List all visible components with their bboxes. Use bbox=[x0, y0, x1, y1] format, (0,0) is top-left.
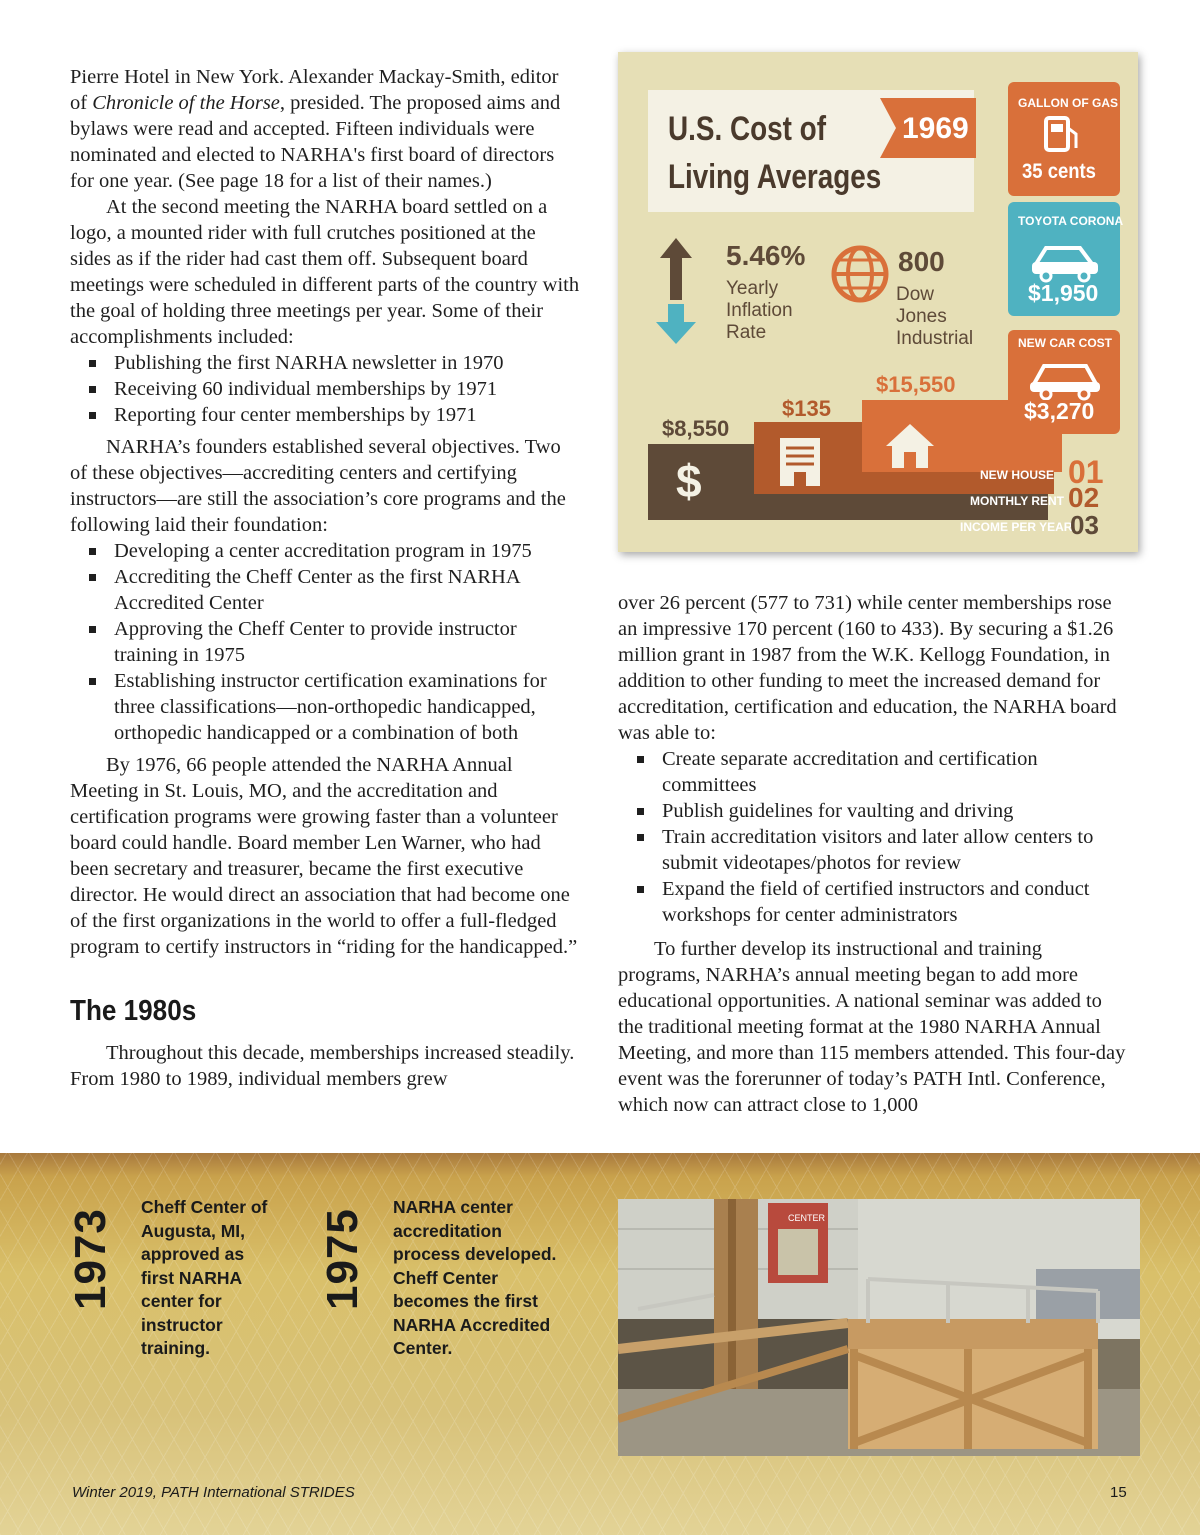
toyota-label: TOYOTA CORONA bbox=[1018, 214, 1124, 228]
center-ramp-photo bbox=[618, 1199, 1140, 1456]
right-column bbox=[618, 590, 1128, 1118]
list-item: Train accreditation visitors and later allow centers to submit videotapes/photos for review bbox=[618, 824, 1128, 876]
gas-label: GALLON OF GAS bbox=[1018, 96, 1118, 110]
dow-label-1: Dow bbox=[896, 284, 935, 305]
legend-monthly-rent: MONTHLY RENT bbox=[970, 494, 1065, 508]
cost-of-living-infographic bbox=[618, 52, 1138, 552]
house-value: $15,550 bbox=[876, 372, 956, 397]
list-item: Publishing the first NARHA newsletter in 1970 bbox=[70, 350, 580, 376]
svg-text:CENTER: CENTER bbox=[788, 1213, 826, 1223]
list-item: Receiving 60 individual memberships by 1971 bbox=[70, 376, 580, 402]
timeline-text: NARHA center accreditation process developed. Cheff Center becomes the first NARHA Accredited Center. bbox=[393, 1197, 557, 1358]
inflation-label-1: Yearly bbox=[726, 278, 779, 299]
legend-income-num: 03 bbox=[1070, 510, 1099, 540]
section-heading: The 1980s bbox=[70, 995, 197, 1027]
list-item: Developing a center accreditation program in 1975 bbox=[70, 538, 580, 564]
paragraph-5: Throughout this decade, memberships increased steadily. From 1980 to 1989, individual members grew bbox=[70, 1042, 575, 1090]
timeline-year: 1973 bbox=[66, 1208, 115, 1310]
list-item: Approving the Cheff Center to provide instructor training in 1975 bbox=[70, 616, 580, 668]
income-value: $8,550 bbox=[662, 416, 730, 441]
timeline-text: Cheff Center of Augusta, MI, approved as first NARHA center for instructor training. bbox=[141, 1197, 268, 1358]
infographic-title-line1: U.S. Cost of bbox=[668, 110, 826, 148]
paragraph-6: over 26 percent (577 to 731) while center memberships rose an impressive 170 percent (160 to 433). By securing a $1.26 million grant in 1987 from the W.K. Kellogg Foundation, in addition to other funding to meet the increased demand for accreditation, certification and education, the NARHA board was able to: bbox=[618, 592, 1117, 744]
inflation-label-3: Rate bbox=[726, 322, 767, 343]
paragraph-2: At the second meeting the NARHA board settled on a logo, a mounted rider with full crutches positioned at the sides as if the rider had cast them off. Subsequent board meetings were scheduled in different parts of the country with the goal of holding three meetings per year. Some of their accomplishments included: bbox=[70, 196, 580, 348]
dow-label-2: Jones bbox=[896, 306, 947, 327]
newcar-value: $3,270 bbox=[1024, 398, 1095, 424]
paragraph-3: NARHA’s founders established several objectives. Two of these objectives—accrediting centers and certifying instructors—are still the association’s core programs and the following laid their foundation: bbox=[70, 436, 566, 536]
legend-new-house: NEW HOUSE bbox=[980, 468, 1055, 482]
legend-new-house-num: 01 bbox=[1068, 454, 1104, 490]
inflation-arrows-icon bbox=[656, 238, 696, 344]
publication-title: Chronicle of the Horse bbox=[92, 92, 280, 114]
list-item: Expand the field of certified instructors and conduct workshops for center administrators bbox=[618, 876, 1128, 928]
list-item: Accrediting the Cheff Center as the first NARHA Accredited Center bbox=[70, 564, 580, 616]
building-icon bbox=[780, 438, 820, 486]
gas-value: 35 cents bbox=[1022, 160, 1096, 183]
list-item: Publish guidelines for vaulting and driving bbox=[618, 798, 1128, 824]
inflation-label-2: Inflation bbox=[726, 300, 793, 321]
foundation-list bbox=[70, 538, 580, 746]
publication-footer: Winter 2019, PATH International STRIDES bbox=[72, 1484, 355, 1501]
left-column bbox=[70, 64, 580, 1092]
paragraph-7: To further develop its instructional and training programs, NARHA’s annual meeting began to add more educational opportunities. A national seminar was added to the traditional meeting format at the 1980 NARHA Annual Meeting, and more than 115 members attended. This four-day event was the forerunner of today’s PATH Intl. Conference, which now can attract close to 1,000 bbox=[618, 938, 1126, 1116]
paragraph-1: Pierre Hotel in New York. Alexander Mackay-Smith, editor of Chronicle of the Horse, presided. The proposed aims and bylaws were read and accepted. Fifteen individuals were nominated and elected to NARHA's first board of directors for one year. (See page 18 for a list of their names.) bbox=[70, 66, 561, 192]
paragraph-4: By 1976, 66 people attended the NARHA Annual Meeting in St. Louis, MO, and the accreditation and certification programs were growing faster than a volunteer board could handle. Board member Len Warner, who had been secretary and treasurer, became the first executive director. He would direct an association that had become one of the first organizations in the world to offer a full-fledged program to certify instructors in “riding for the handicapped.” bbox=[70, 754, 578, 958]
dollar-sign: $ bbox=[676, 455, 702, 507]
list-item: Create separate accreditation and certification committees bbox=[618, 746, 1128, 798]
rent-value: $135 bbox=[782, 396, 831, 421]
inflation-value: 5.46% bbox=[726, 240, 806, 271]
timeline-year: 1975 bbox=[318, 1208, 367, 1310]
toyota-value: $1,950 bbox=[1028, 280, 1099, 306]
page-number: 15 bbox=[1110, 1484, 1127, 1501]
dow-value: 800 bbox=[898, 246, 945, 277]
legend-income: INCOME PER YEAR bbox=[960, 520, 1073, 534]
infographic-title-line2: Living Averages bbox=[668, 158, 882, 196]
accomplishments-list bbox=[70, 350, 580, 428]
globe-icon bbox=[834, 248, 886, 300]
infographic-year: 1969 bbox=[902, 112, 969, 145]
dow-label-3: Industrial bbox=[896, 328, 974, 349]
board-actions-list bbox=[618, 746, 1128, 928]
newcar-label: NEW CAR COST bbox=[1018, 336, 1112, 350]
list-item: Reporting four center memberships by 1971 bbox=[70, 402, 580, 428]
legend-monthly-rent-num: 02 bbox=[1068, 482, 1100, 513]
list-item: Establishing instructor certification examinations for three classifications—non-orthopedic handicapped, orthopedic handicapped or a combination of both bbox=[70, 668, 580, 746]
